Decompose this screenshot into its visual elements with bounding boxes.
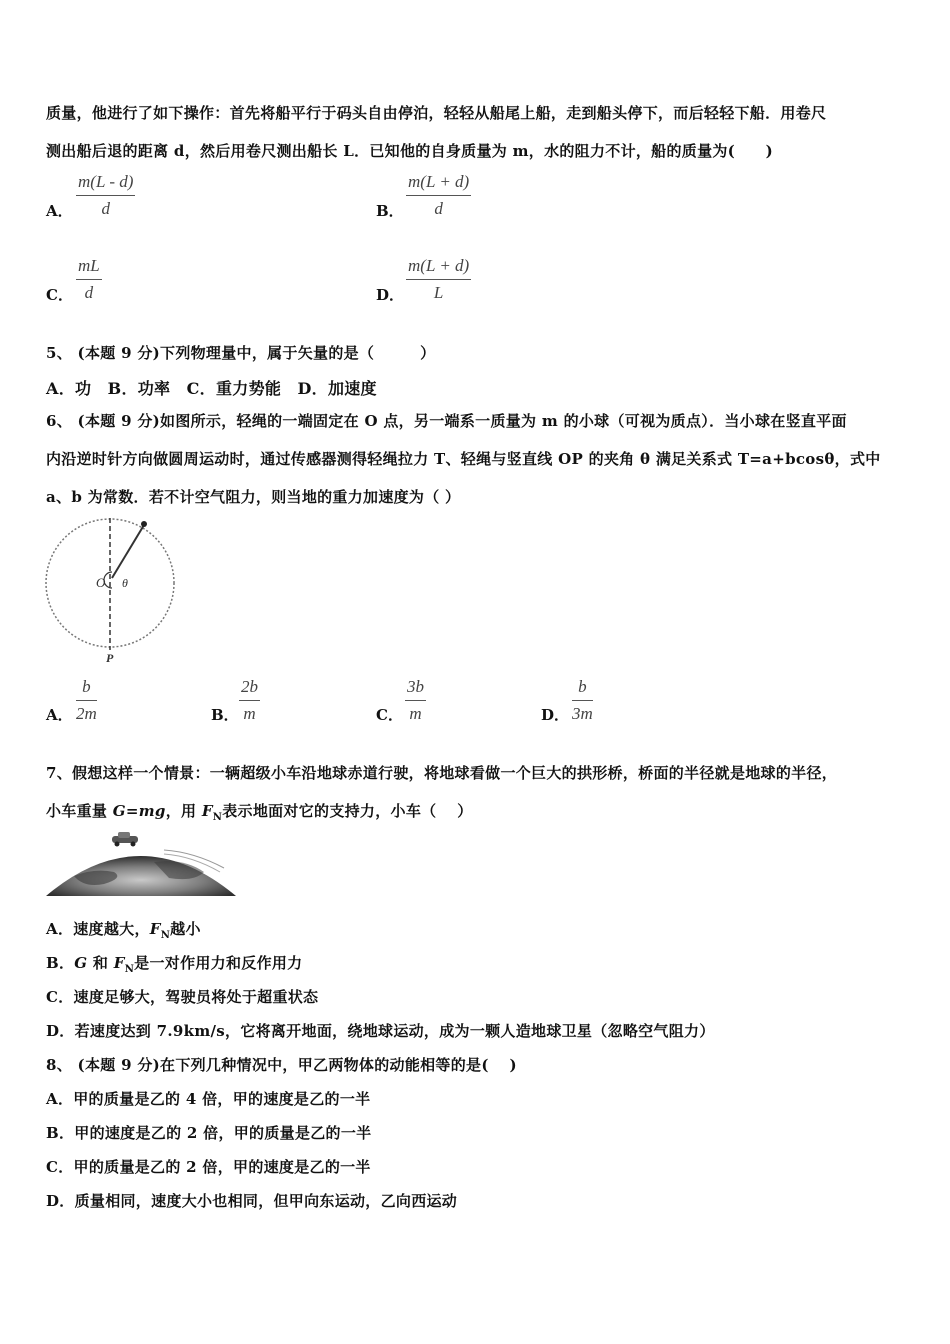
q4-option-b-label: B． — [376, 202, 404, 220]
q6-option-c-fraction — [405, 677, 426, 724]
q8-option-a: A．甲的质量是乙的 4 倍，甲的速度是乙的一半 — [46, 1090, 371, 1108]
q6-option-b-denominator: m — [243, 704, 256, 723]
earth-car-figure — [44, 828, 240, 898]
car-icon — [112, 832, 138, 847]
symbol-f: F — [113, 954, 125, 972]
q4-stem-line1: 质量，他进行了如下操作：首先将船平行于码头自由停泊，轻轻从船尾上船，走到船头停下，而后轻轻下船．用卷尺 — [46, 104, 827, 122]
q6-stem-line1: 6、 (本题 9 分)如图所示，轻绳的一端固定在 O 点，另一端系一质量为 m 的小球（可视为质点）．当小球在竖直平面 — [46, 412, 847, 430]
symbol-g-mg: G=mg — [112, 802, 166, 820]
q6-option-a-denominator: 2m — [76, 704, 97, 723]
angle-label-theta: θ — [122, 576, 128, 590]
q6-option-c-numerator: 3b — [407, 677, 424, 696]
q8-option-d: D．质量相同，速度大小也相同，但甲向东运动，乙向西运动 — [46, 1192, 458, 1210]
q4-option-a-fraction — [76, 172, 135, 219]
q6-option-d-fraction — [572, 677, 593, 724]
q4-option-d-denominator: L — [433, 283, 444, 302]
text: 是一对作用力和反作用力 — [134, 954, 303, 972]
q4-option-c-fraction — [76, 256, 102, 303]
q6-option-c-label: C． — [376, 706, 403, 724]
q8-option-b: B．甲的速度是乙的 2 倍，甲的质量是乙的一半 — [46, 1124, 372, 1142]
q6-option-a-fraction — [76, 677, 97, 724]
center-label-o: O — [96, 575, 106, 590]
q4-option-b-numerator: m(L + d) — [408, 172, 470, 191]
text: ，用 — [165, 802, 202, 820]
symbol-f: F — [201, 802, 213, 820]
text: 越小 — [170, 920, 201, 938]
q8-stem: 8、 (本题 9 分)在下列几种情况中，甲乙两物体的动能相等的是( ) — [46, 1056, 517, 1074]
text: 小车重量 — [46, 802, 113, 820]
q6-option-a-label: A． — [46, 706, 73, 724]
q6-option-b-fraction — [239, 677, 260, 724]
text: B． — [46, 954, 75, 972]
subscript-n: N — [160, 930, 171, 941]
q4-option-d-numerator: m(L + d) — [408, 256, 470, 275]
text: A．速度越大， — [46, 920, 150, 938]
q5-options: A．功 B．功率 C．重力势能 D．加速度 — [46, 379, 377, 398]
q4-option-c-denominator: d — [84, 283, 94, 302]
q4-option-a-numerator: m(L - d) — [78, 172, 134, 191]
symbol-f: F — [149, 920, 161, 938]
q6-stem-line2: 内沿逆时针方向做圆周运动时，通过传感器测得轻绳拉力 T、轻绳与竖直线 OP 的夹角 θ 满足关系式 T=a+bcosθ，式中 — [46, 450, 881, 468]
q7-stem-line1: 7、假想这样一个情景：一辆超级小车沿地球赤道行驶，将地球看做一个巨大的拱形桥，桥面的半径就是地球的半径， — [46, 764, 838, 782]
q4-option-d-fraction — [406, 256, 471, 303]
q7-option-c: C．速度足够大，驾驶员将处于超重状态 — [46, 988, 319, 1006]
q6-option-d-numerator: b — [578, 677, 587, 696]
q4-option-b-denominator: d — [434, 199, 443, 218]
text: 和 — [87, 954, 114, 972]
q4-option-a-label: A． — [46, 202, 73, 220]
q7-option-d: D．若速度达到 7.9km/s，它将离开地面，绕地球运动，成为一颗人造地球卫星（忽略空气阻力） — [46, 1022, 715, 1040]
q4-option-c-numerator: mL — [78, 256, 100, 275]
text: 表示地面对它的支持力，小车（ ） — [222, 802, 473, 820]
q4-option-d-label: D． — [376, 286, 405, 304]
ball — [141, 521, 147, 527]
subscript-n: N — [212, 812, 223, 823]
symbol-g: G — [74, 954, 88, 972]
q7-option-a — [46, 918, 201, 941]
q6-option-b-numerator: 2b — [241, 677, 258, 696]
bottom-label-p: P — [106, 651, 114, 665]
q6-option-a-numerator: b — [82, 677, 91, 696]
q8-option-c: C．甲的质量是乙的 2 倍，甲的速度是乙的一半 — [46, 1158, 371, 1176]
rope-line — [112, 525, 144, 578]
q6-stem-line3: a、b 为常数．若不计空气阻力，则当地的重力加速度为（ ） — [46, 488, 461, 506]
subscript-n: N — [124, 964, 135, 975]
q7-option-b — [46, 952, 302, 975]
pendulum-circle-figure — [40, 512, 185, 667]
q4-stem-line2: 测出船后退的距离 d，然后用卷尺测出船长 L．已知他的自身质量为 m，水的阻力不计，船的质量为( ) — [46, 142, 774, 160]
q5-stem: 5、 (本题 9 分)下列物理量中，属于矢量的是（ ） — [46, 344, 436, 362]
q4-option-a-denominator: d — [101, 199, 110, 218]
q4-option-b-fraction — [406, 172, 471, 219]
q6-option-d-denominator: 3m — [572, 704, 593, 723]
q7-stem-line2 — [46, 800, 473, 823]
q6-option-c-denominator: m — [409, 704, 422, 723]
q4-option-c-label: C． — [46, 286, 73, 304]
q6-option-b-label: B． — [211, 706, 239, 724]
q6-option-d-label: D． — [541, 706, 570, 724]
